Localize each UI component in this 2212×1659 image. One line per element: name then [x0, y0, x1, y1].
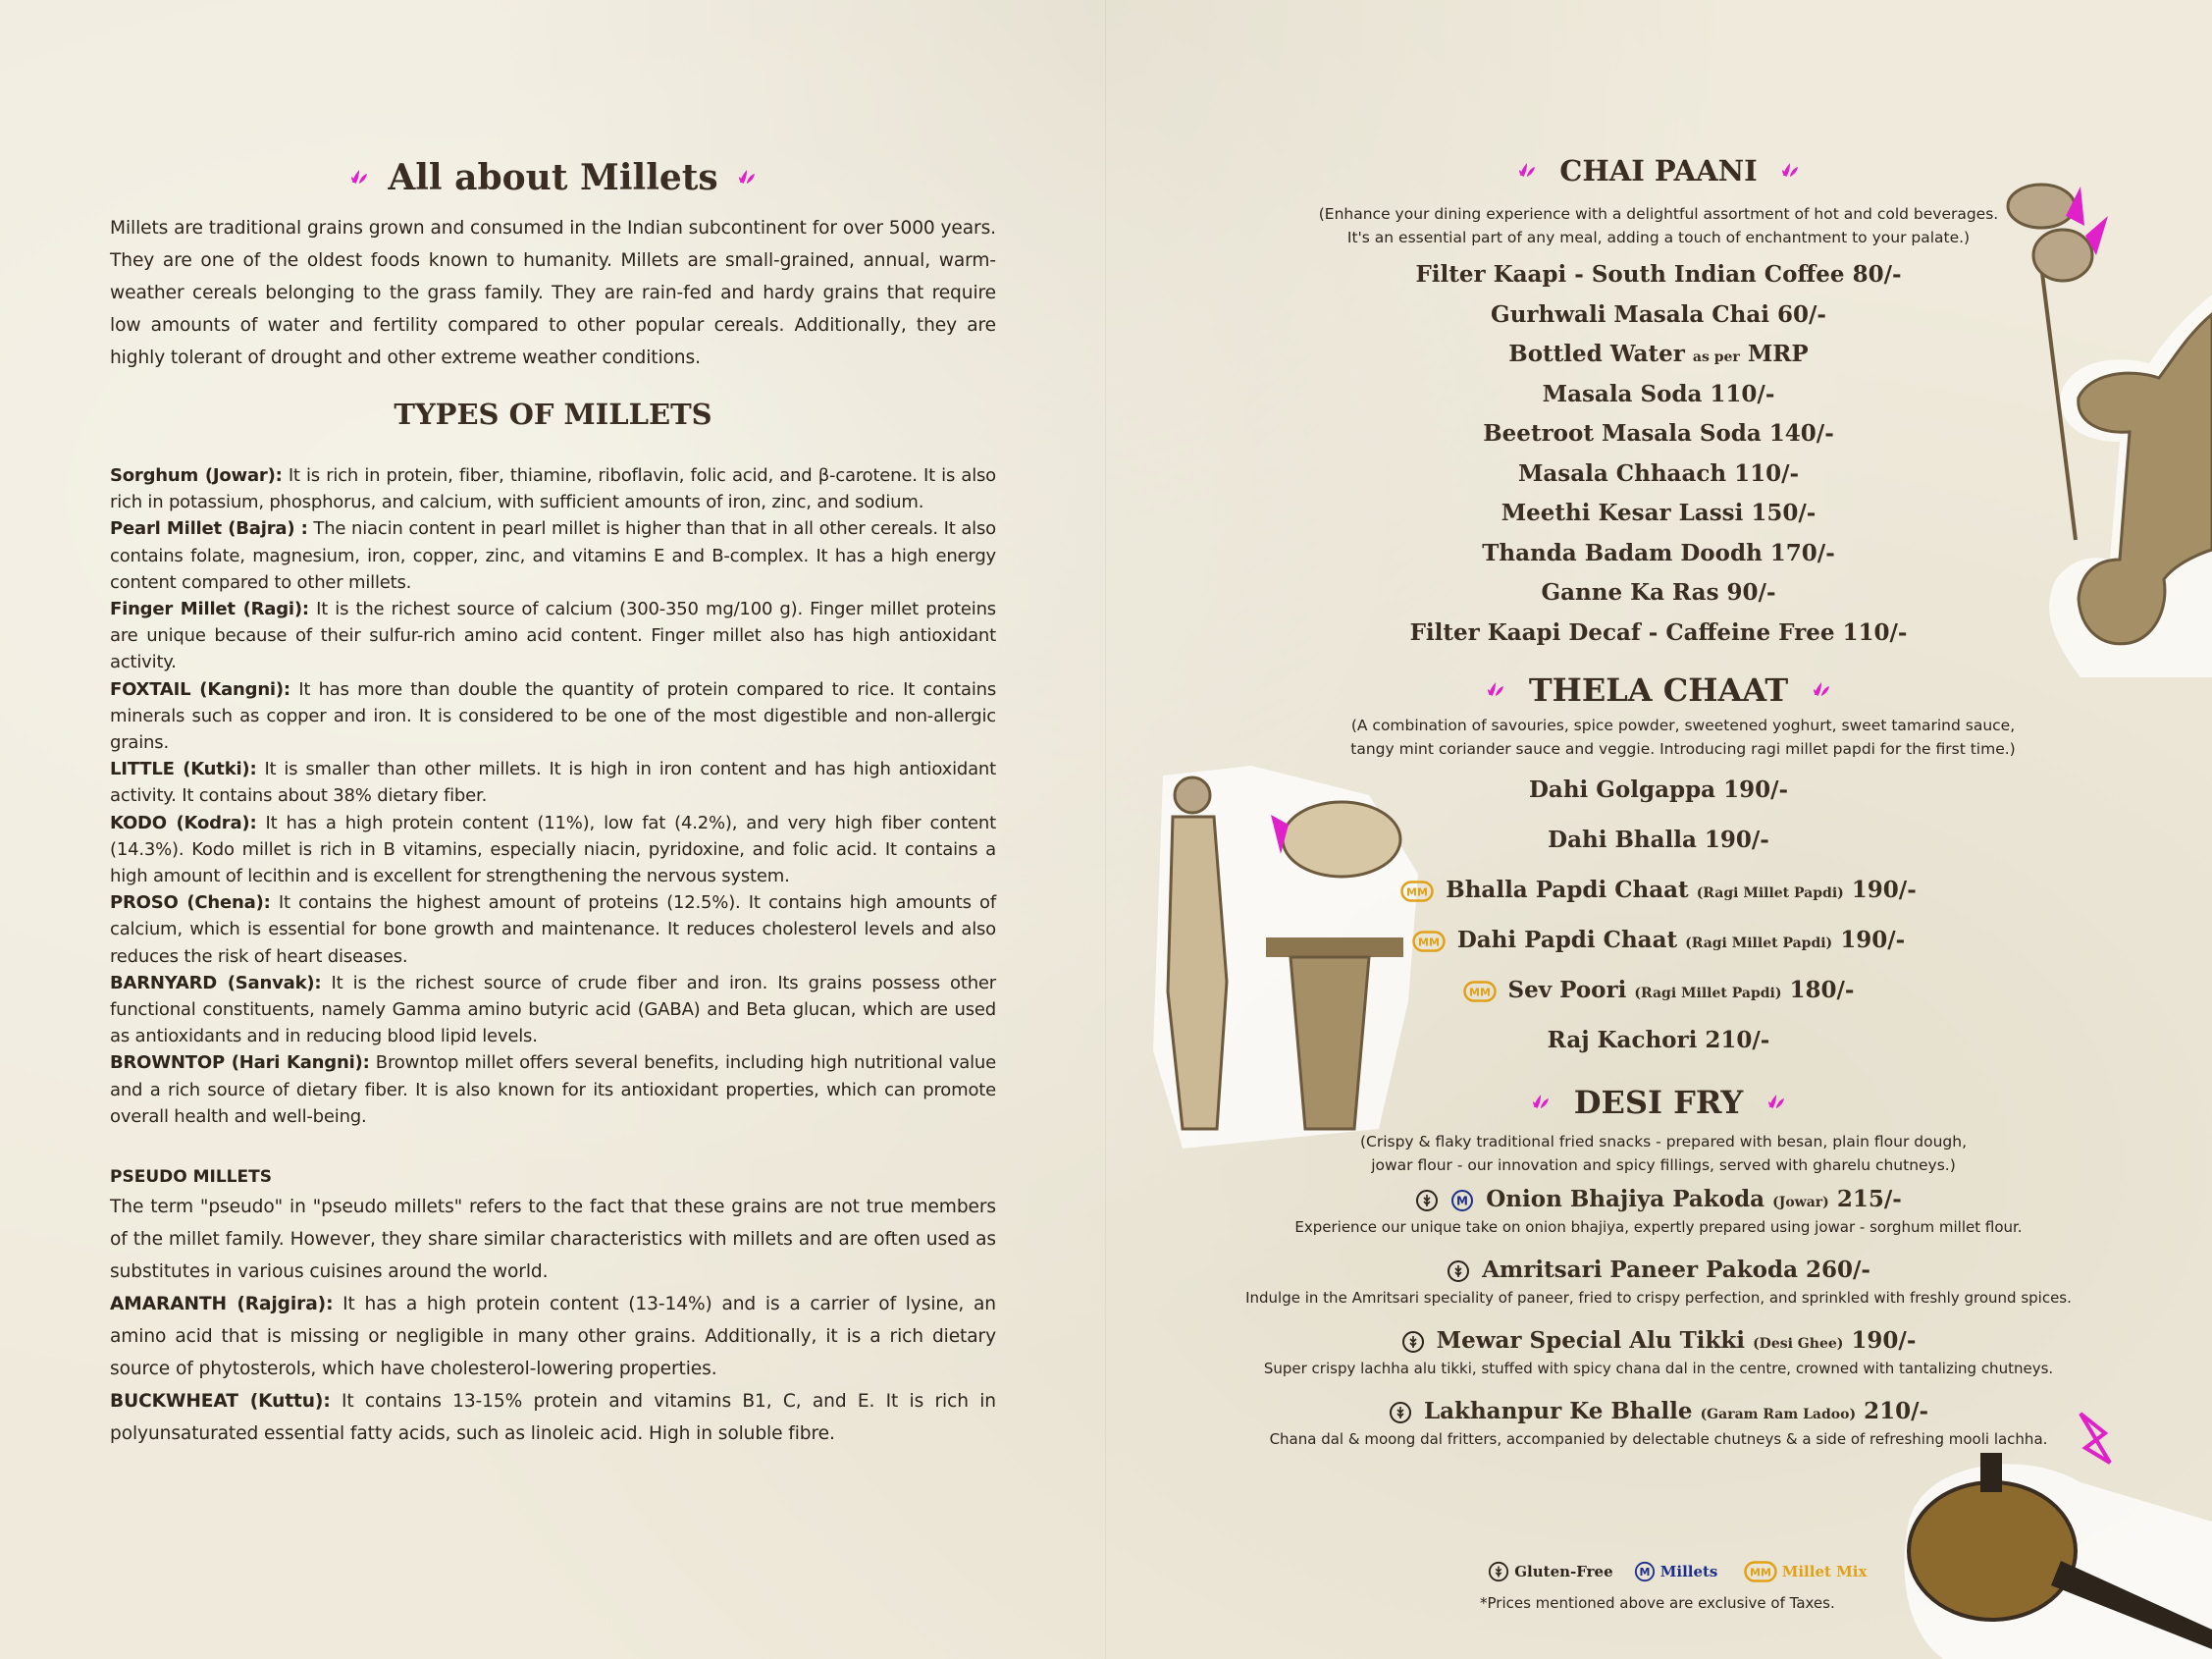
millets-intro: Millets are traditional grains grown and consumed in the Indian subcontinent for over 5000 years. They are one of the oldest foods known to humanity. Millets are small-grained, annual, warm-weather cereals belonging to the grass family. They are rain-fed and hardy grains that require low amounts of water and fertility compared to other popular cereals. Additionally, they are highly tolerant of drought and other extreme weather conditions.: [110, 218, 996, 368]
millet-type-entry: [110, 515, 996, 596]
pseudo-millets-section: [110, 1191, 996, 1450]
item-description: Super crispy lachha alu tikki, stuffed with spicy chana dal in the centre, crowned with tantalizing chutneys.: [1263, 1360, 2054, 1377]
millet-type-name: FOXTAIL (Kangni):: [110, 678, 290, 700]
millet-type-entry: [110, 756, 996, 809]
item-name: Bhalla Papdi Chaat: [1446, 877, 1689, 903]
millet-type-entry: [110, 676, 996, 757]
millet-type-name: KODO (Kodra):: [110, 812, 257, 833]
menu-item: Ganne Ka Ras 90/-: [1541, 579, 1776, 606]
pseudo-entry: [110, 1288, 996, 1385]
millet-type-text: It is rich in protein, fiber, thiamine, riboflavin, folic acid, and β-carotene. It is also rich in potassium, phosphorus, and calcium, with sufficient amounts of iron, zinc, and sodium.: [110, 465, 996, 513]
menu-item: [1217, 1254, 2100, 1324]
millet-type-text: It contains the highest amount of proteins (12.5%). It contains high amounts of calcium, which is essential for bone growth and maintenance. It reduces cholesterol levels and also reduces the risk of heart diseases.: [110, 892, 997, 967]
menu-item: Raj Kachori 210/-: [1547, 1027, 1770, 1053]
millet-type-entry: [110, 810, 996, 890]
desi-items: [1217, 1183, 2100, 1466]
millet-mix-icon-label: MM: [1406, 885, 1429, 899]
menu-item: Meethi Kesar Lassi 150/-: [1501, 500, 1817, 526]
pseudo-name: BUCKWHEAT (Kuttu):: [110, 1391, 331, 1413]
desc-line: (Enhance your dining experience with a delightful assortment of hot and cold beverages.: [1318, 205, 1999, 223]
item-name: Dahi Papdi Chaat: [1456, 927, 1678, 953]
chai-paani-title-row: [1217, 147, 2100, 190]
legend-millet-mix: Millet Mix: [1781, 1563, 1868, 1580]
millet-type-name: PROSO (Chena):: [110, 892, 271, 914]
millet-type-text: It is smaller than other millets. It is high in iron content and has high antioxidant activity. It contains about 38% dietary fiber.: [110, 759, 996, 807]
menu-item: Dahi Golgappa 190/-: [1528, 776, 1789, 803]
legend-gluten-free: Gluten-Free: [1514, 1563, 1613, 1580]
item-description: Experience our unique take on onion bhajiya, expertly prepared using jowar - sorghum millet flour.: [1294, 1218, 2023, 1236]
menu-item: [1217, 1395, 2100, 1466]
millets-icon-label: M: [1639, 1566, 1651, 1579]
gluten-free-icon: [1488, 1561, 1509, 1582]
gluten-free-icon: [1389, 1401, 1412, 1424]
pseudo-name: AMARANTH (Rajgira):: [110, 1294, 334, 1315]
millet-mix-icon-label: MM: [1468, 986, 1491, 999]
lotus-icon: [1779, 160, 1801, 182]
millets-icon: [1450, 1189, 1474, 1212]
millet-type-entry: [110, 1049, 996, 1130]
menu-item: Masala Soda 110/-: [1542, 380, 1775, 407]
menu-item-title: [1217, 1395, 2100, 1428]
item-note: (Garam Ram Ladoo): [1700, 1407, 1857, 1422]
item-name: Amritsari Paneer Pakoda 260/-: [1482, 1257, 1870, 1283]
menu-item-title: [1217, 1324, 2100, 1358]
desc-line: (A combination of savouries, spice powder, sweetened yoghurt, sweet tamarind sauce,: [1350, 717, 2016, 734]
thela-desc: [1217, 714, 2100, 761]
gluten-free-icon: [1401, 1330, 1425, 1354]
millets-title-row: [110, 147, 996, 202]
menu-item-title: [1217, 1183, 2100, 1216]
menu-item: Gurhwali Masala Chai 60/-: [1491, 300, 1826, 328]
millet-type-text: It has more than double the quantity of protein compared to rice. It contains minerals such as copper and iron. It is considered to be one of the most digestible and non-allergic grains.: [110, 678, 997, 754]
item-name: Lakhanpur Ke Bhalle: [1423, 1398, 1693, 1424]
chai-items: [1217, 255, 2100, 653]
millet-type-text: Browntop millet offers several benefits, including high nutritional value and a rich source of dietary fiber. It is also known for its antioxidant properties, which can promote overall health and well-being.: [110, 1052, 996, 1127]
desi-desc: [1217, 1130, 2100, 1177]
thela-chaat-title-row: [1217, 661, 2100, 714]
item-note: (Desi Ghee): [1753, 1336, 1844, 1352]
page-fold: [1105, 0, 1107, 1659]
millet-mix-icon-label: MM: [1749, 1566, 1771, 1579]
lotus-icon: [1485, 679, 1506, 701]
menu-item: Filter Kaapi Decaf - Caffeine Free 110/-: [1409, 618, 1908, 646]
menu-item: [1217, 965, 2100, 1015]
item-price: 215/-: [1836, 1186, 1902, 1212]
item-description: Indulge in the Amritsari speciality of paneer, fried to crispy perfection, and sprinkled with freshly ground spices.: [1245, 1289, 2072, 1307]
menu-item: [1217, 335, 2100, 375]
item-price: 190/-: [1851, 877, 1917, 903]
item-description: Chana dal & moong dal fritters, accompanied by delectable chutneys & a side of refreshing mooli lachha.: [1269, 1430, 2048, 1448]
millet-mix-icon: [1412, 931, 1446, 952]
desi-fry-title-row: [1217, 1073, 2100, 1126]
tax-note: *Prices mentioned above are exclusive of Taxes.: [1480, 1594, 1835, 1612]
menu-item: [1217, 1324, 2100, 1395]
millet-mix-icon: [1463, 981, 1497, 1002]
dietary-legend: [1488, 1561, 1867, 1582]
lotus-icon: [348, 167, 370, 188]
section-title: THELA CHAAT: [1528, 670, 1789, 709]
pseudo-millets-heading: PSEUDO MILLETS: [110, 1167, 272, 1188]
millet-types-list: [110, 462, 996, 1130]
section-title: DESI FRY: [1573, 1083, 1744, 1121]
millet-type-name: Finger Millet (Ragi):: [110, 599, 309, 620]
section-title: CHAI PAANI: [1559, 154, 1758, 187]
menu-item: Masala Chhaach 110/-: [1517, 459, 1800, 487]
desc-line: tangy mint coriander sauce and veggie. Introducing ragi millet papdi for the first time.): [1350, 740, 2016, 758]
gluten-free-icon: [1415, 1189, 1439, 1212]
millet-mix-icon: [1400, 881, 1434, 902]
legend-millets: Millets: [1659, 1563, 1718, 1580]
menu-item: Thanda Badam Doodh 170/-: [1482, 539, 1835, 566]
lotus-icon: [1765, 1092, 1787, 1113]
millet-mix-icon: [1744, 1561, 1777, 1582]
lotus-icon: [736, 167, 758, 188]
millet-type-name: LITTLE (Kutki):: [110, 759, 257, 780]
millet-type-name: Sorghum (Jowar):: [110, 465, 283, 486]
types-heading: TYPES OF MILLETS: [394, 398, 712, 431]
menu-item: [1217, 1183, 2100, 1254]
desc-line: It's an essential part of any meal, adding a touch of enchantment to your palate.): [1346, 229, 1971, 246]
millet-mix-icon-label: MM: [1417, 936, 1440, 949]
millet-type-entry: [110, 889, 996, 970]
menu-item-title: [1217, 1254, 2100, 1287]
item-price: 190/-: [1851, 1327, 1917, 1354]
millet-type-text: The niacin content in pearl millet is higher than that in all other cereals. It also contains folate, magnesium, iron, copper, zinc, and vitamins E and B-complex. It has a high energy content compared to other millets.: [110, 518, 996, 593]
chai-desc: [1217, 202, 2100, 249]
pseudo-text: It has a high protein content (13-14%) and is a carrier of lysine, an amino acid that is missing or negligible in many other grains. Additionally, it is a rich dietary source of phytosterols, which have cholesterol-lowering properties.: [110, 1294, 996, 1380]
millet-type-text: It is the richest source of calcium (300-350 mg/100 g). Finger millet proteins are unique because of their sulfur-rich amino acid content. Finger millet also has high antioxidant activity.: [110, 599, 996, 673]
millets-icon: [1634, 1561, 1656, 1582]
menu-item: Dahi Bhalla 190/-: [1548, 827, 1769, 853]
pseudo-text: It contains 13-15% protein and vitamins B1, C, and E. It is rich in polyunsaturated essential fatty acids, such as linoleic acid. High in soluble fibre.: [110, 1391, 996, 1445]
item-name: Bottled Water: [1508, 341, 1685, 367]
millet-type-entry: [110, 970, 996, 1050]
menu-item: Beetroot Masala Soda 140/-: [1483, 420, 1834, 447]
thela-items: [1217, 765, 2100, 1065]
millet-type-entry: [110, 462, 996, 515]
menu-item: [1217, 865, 2100, 915]
item-note: as per: [1692, 349, 1740, 365]
menu-page: [1217, 147, 2100, 1466]
item-note: (Ragi Millet Papdi): [1685, 936, 1833, 951]
item-price: 190/-: [1840, 927, 1906, 953]
item-note: (Ragi Millet Papdi): [1634, 986, 1782, 1001]
desc-line: (Crispy & flaky traditional fried snacks - prepared with besan, plain flour dough,: [1359, 1133, 1968, 1151]
millet-type-text: It has a high protein content (11%), low fat (4.2%), and very high fiber content (14.3%). Kodo millet is rich in B vitamins, especially niacin, pyridoxine, and folic acid. It contains a high amount of lecithin and is excellent for strengthening the nervous system.: [110, 812, 996, 887]
millets-icon-label: M: [1456, 1194, 1469, 1208]
lotus-icon: [1811, 679, 1832, 701]
menu-item: Filter Kaapi - South Indian Coffee 80/-: [1415, 261, 1902, 288]
item-name: Onion Bhajiya Pakoda: [1486, 1186, 1765, 1212]
desc-line: jowar flour - our innovation and spicy fillings, served with gharelu chutneys.): [1371, 1156, 1956, 1174]
millet-type-entry: [110, 596, 996, 676]
item-note: (Jowar): [1772, 1195, 1829, 1210]
lotus-icon: [1530, 1092, 1552, 1113]
lotus-icon: [1516, 160, 1538, 182]
millet-type-name: Pearl Millet (Bajra) :: [110, 518, 308, 540]
item-name: Sev Poori: [1507, 977, 1627, 1003]
millet-type-name: BARNYARD (Sanvak):: [110, 972, 322, 993]
millet-type-name: BROWNTOP (Hari Kangni):: [110, 1052, 370, 1074]
item-price: 180/-: [1789, 977, 1855, 1003]
item-note: (Ragi Millet Papdi): [1696, 885, 1844, 901]
gluten-free-icon: [1447, 1259, 1470, 1283]
millet-type-text: It is the richest source of crude fiber and iron. Its grains possess other functional constituents, namely Gamma amino butyric acid (GABA) and Beta glucan, which are used as antioxidants and in reducing blood lipid levels.: [110, 972, 996, 1047]
item-name: Mewar Special Alu Tikki: [1436, 1327, 1746, 1354]
millets-info-page: [110, 147, 996, 1450]
page-title: All about Millets: [388, 157, 718, 198]
pseudo-intro: The term "pseudo" in "pseudo millets" refers to the fact that these grains are not true members of the millet family. However, they share similar characteristics with millets and are often used as substitutes in various cuisines around the world.: [110, 1197, 996, 1283]
item-price: 210/-: [1864, 1398, 1929, 1424]
item-price: MRP: [1747, 341, 1809, 367]
menu-item: [1217, 915, 2100, 965]
pseudo-entry: [110, 1385, 996, 1450]
